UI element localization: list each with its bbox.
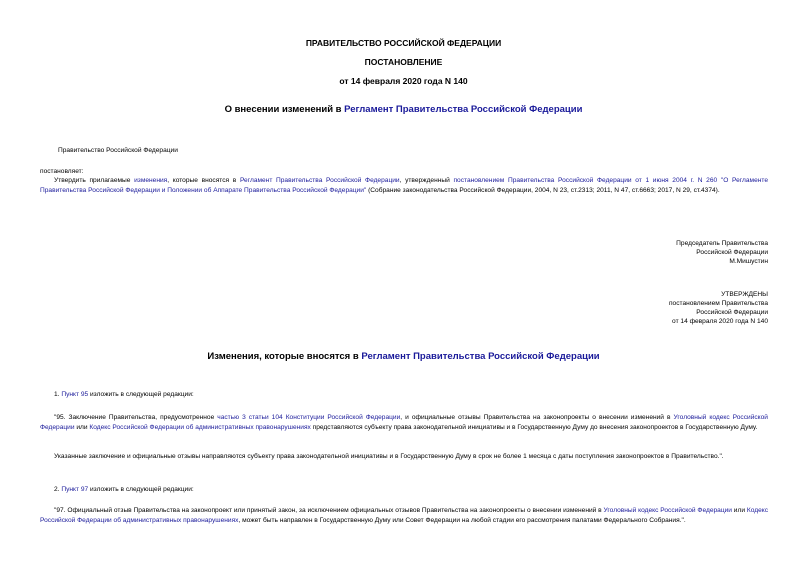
signature-name: М.Мишустин bbox=[729, 258, 768, 265]
quote-text: , может быть направлен в Государственную Думу или Совет Федерации на любой стадии его рассмотрения палатами Федерального Собрания.". bbox=[238, 516, 686, 524]
quote-text: или bbox=[731, 507, 747, 514]
admin-code-link[interactable]: Кодекс Российской Федерации об административных правонарушениях bbox=[40, 507, 768, 524]
document-title bbox=[0, 104, 807, 115]
quote-text: или bbox=[74, 423, 90, 431]
decides-text: постановляет: bbox=[40, 168, 84, 175]
resolution-text: , которые вносятся в bbox=[167, 177, 240, 184]
changes-title bbox=[0, 351, 807, 362]
document-type: ПОСТАНОВЛЕНИЕ bbox=[364, 57, 443, 67]
point-95-link[interactable]: Пункт 95 bbox=[61, 391, 89, 398]
approval-line: от 14 февраля 2020 года N 140 bbox=[672, 318, 768, 325]
decree-260-link[interactable]: постановлением Правительства Российской Федерации от 1 июня 2004 г. N 260 "О Регламенте Правительства Российской Федерации и Положении об Аппарате Правительства Российской Федерации" bbox=[40, 177, 768, 194]
quote-95-second-paragraph: Указанные заключение и официальные отзывы направляются субъекту права законодательной инициативы и в Государственную Думу в срок не более 1 месяца с даты поступления законопроектов в Правительство.". bbox=[54, 453, 724, 460]
document-title-prefix: О внесении изменений в bbox=[224, 104, 345, 115]
point-97-link[interactable]: Пункт 97 bbox=[61, 486, 89, 493]
government-heading: ПРАВИТЕЛЬСТВО РОССИЙСКОЙ ФЕДЕРАЦИИ bbox=[305, 38, 502, 48]
quote-text: "95. Заключение Правительства, предусмотренное bbox=[54, 414, 218, 421]
approval-block bbox=[669, 290, 768, 326]
item-1 bbox=[54, 390, 194, 399]
item-text: изложить в следующей редакции: bbox=[88, 486, 194, 493]
resolution-text: (Собрание законодательства Российской Федерации, 2004, N 23, ст.2313; 2011, N 47, ст.6663; 2017, N 29, ст.4374). bbox=[366, 186, 720, 194]
item-2 bbox=[54, 485, 194, 494]
approval-line: постановлением Правительства bbox=[668, 300, 768, 307]
quote-text: , и официальные отзывы Правительства на законопроекты о внесении изменений в bbox=[400, 414, 674, 421]
criminal-code-link[interactable]: Уголовный кодекс Российской Федерации bbox=[40, 414, 768, 431]
regulation-link[interactable]: Регламент Правительства Российской Федерации bbox=[344, 104, 583, 115]
quote-text: представляются субъекту права законодательной инициативы и в Государственную Думу до внесения законопроектов в Государственную Думу. bbox=[310, 423, 758, 431]
item-number: 1. bbox=[54, 391, 62, 398]
resolution-paragraph bbox=[40, 176, 768, 195]
approval-line: Российской Федерации bbox=[696, 309, 768, 316]
quote-text: "97. Официальный отзыв Правительства на законопроект или принятый закон, за исключением официальных отзывов Правительства на законопроекты о внесении изменений в bbox=[54, 507, 604, 514]
criminal-code-link[interactable]: Уголовный кодекс Российской Федерации bbox=[603, 507, 732, 514]
signature-line: Председатель Правительства bbox=[676, 240, 768, 247]
item-text: изложить в следующей редакции: bbox=[88, 391, 194, 398]
approval-line: УТВЕРЖДЕНЫ bbox=[721, 291, 768, 298]
quote-95-paragraph bbox=[40, 413, 768, 432]
item-number: 2. bbox=[54, 486, 62, 493]
admin-code-link[interactable]: Кодекс Российской Федерации об административных правонарушениях bbox=[89, 423, 311, 431]
document-date-number: от 14 февраля 2020 года N 140 bbox=[339, 76, 468, 86]
resolution-text: Утвердить прилагаемые bbox=[54, 177, 135, 184]
regulation-link[interactable]: Регламент Правительства Российской Федерации bbox=[239, 177, 400, 184]
regulation-link[interactable]: Регламент Правительства Российской Федерации bbox=[361, 351, 600, 362]
issuer-text: Правительство Российской Федерации bbox=[58, 147, 178, 154]
changes-link[interactable]: изменения bbox=[134, 177, 168, 184]
signature-block bbox=[676, 239, 768, 266]
changes-title-prefix: Изменения, которые вносятся в bbox=[207, 351, 362, 362]
constitution-link[interactable]: частью 3 статьи 104 Конституции Российской Федерации bbox=[217, 414, 401, 421]
signature-line: Российской Федерации bbox=[696, 249, 768, 256]
quote-97-paragraph bbox=[40, 506, 768, 525]
resolution-text: , утвержденный bbox=[399, 177, 454, 184]
